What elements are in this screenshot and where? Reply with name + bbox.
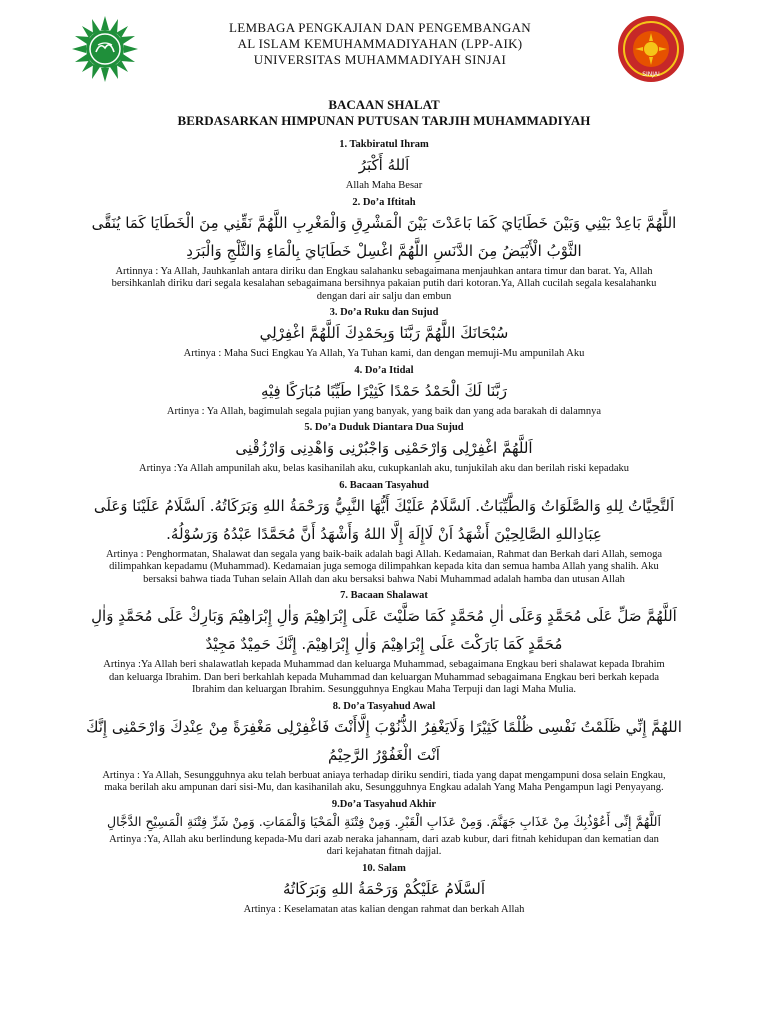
arabic-text: سُبْحَانَكَ اللَّهُمَّ رَبَّنَا وَبِحَمْدِكَ اَللَّهُمَّ اغْفِرْلِي <box>259 324 509 342</box>
arabic-text: اَللهُ أَكْبَرُ <box>358 156 410 174</box>
seal-text: SINJAI <box>642 71 660 78</box>
arabic-text: رَبَّنَا لَكَ الْحَمْدُ حَمْدًا كَثِيْرًا طَيِّبًا مُبَارَكًا فِيْهِ <box>260 381 508 400</box>
prayer-content <box>86 135 682 916</box>
institution-line-3: UNIVERSITAS MUHAMMADIYAH SINJAI <box>253 52 507 67</box>
section-heading: 5. Do’a Duduk Diantara Dua Sujud <box>304 422 464 433</box>
institution-name <box>150 20 610 68</box>
arabic-text: اللهُمَّ إِنِّي ظَلَمْتُ نَفْسِى ظُلْمًا كَثِيْرًا وَلَايَغْفِرُ الذُّنُوْبَ إِلَّاأَنْتَ فَاغْفِرْلِى مَغْفِرَةً مِنْ عِنْدِكَ وَارْحَمْنِى إِنَّكَ اَنْتَ الْغَفُوْرُ الرَّحِيْمُ <box>86 717 682 764</box>
translation-text: Artinya :Ya Allah beri shalawatlah kepada Muhammad dan keluarga Muhammad, sebagaimana Engkau beri shalawat kepada Ibrahim dan keluarga Ibrahim. Dan beri berkahlah kepada Muhammad dan keluargan Muhammad sebagaimana Engkau beri berkah kepada Ibrahim dan keluargan Ibrahim. Sesungguhnya Engkau Maha Terpuji dan lagi Maha Mulia. <box>103 659 665 695</box>
section-salam <box>100 862 668 917</box>
section-heading: 9.Do’a Tasyahud Akhir <box>331 798 437 810</box>
arabic-text: اَللَّهُمَّ اغْفِرْلِى وَارْحَمْنِى وَاجْبُرْنِى وَاهْدِنِى وَارْزُقْنِى <box>235 439 533 457</box>
arabic-text: اَلتَّحِيَّاتُ لِلهِ وَالصَّلَوَاتُ وَالطَّيِّبَاتُ. اَلسَّلَامُ عَلَيْكَ أَيُّهَا النَّبِيُّ وَرَحْمَةُ اللهِ وَبَرَكَاتُهُ. اَلسَّلَامُ عَلَيْنَا وَعَلَى عِبَادِاللهِ الصَّالِحِيْنَ أَشْهَدُ اَنْ لَاإِلَهَ إِلَّا اللهُ وَأَشْهَدُ أَنَّ مُحَمَّدًا عَبْدُهُ وَرَسُوْلُهُ. <box>93 496 675 543</box>
section-heading: 8. Do’a Tasyahud Awal <box>332 700 436 712</box>
section-heading: 3. Do’a Ruku dan Sujud <box>329 307 439 318</box>
section-tasyahud-akhir <box>100 798 668 859</box>
arabic-text: اللَّهُمَّ بَاعِدْ بَيْنِي وَبَيْنَ خَطَايَايَ كَمَا بَاعَدْتَ بَيْنَ الْمَشْرِقِ وَالْمَغْرِبِ اللَّهُمَّ نَقِّنِي مِنَ الْخَطَايَا كَمَا يُنَقَّى الثَّوْبُ الْأَبْيَضُ مِنَ الدَّنَسِ اللَّهُمَّ اغْسِلْ خَطَايَايَ بِالْمَاءِ وَالثَّلْجِ وَالْبَرَدِ <box>91 213 677 260</box>
page-subtitle: BERDASARKAN HIMPUNAN PUTUSAN TARJIH MUHAMMADIYAH <box>177 113 591 128</box>
section-heading: 10. Salam <box>362 862 406 874</box>
section-tasyahud-awal <box>86 700 682 795</box>
translation-text: Artinya : Keselamatan atas kalian dengan rahmat dan berkah Allah <box>243 903 525 915</box>
section-doa-ruku-sujud <box>100 306 668 361</box>
section-heading: 6. Bacaan Tasyahud <box>339 479 429 491</box>
translation-text: Artinya :Ya, Allah aku berlindung kepada-Mu dari azab neraka jahannam, dari azab kubur, dari fitnah kehidupan dan kematian dan dari kejahatan fitnah dajjal. <box>109 833 659 857</box>
arabic-text: اَلسَّلَامُ عَلَيْكُمْ وَرَحْمَةُ اللهِ وَبَرَكَاتُهُ <box>283 879 485 898</box>
section-tasyahud <box>93 479 675 587</box>
section-heading: 2. Do’a Iftitah <box>352 196 416 208</box>
section-shalawat <box>91 589 677 697</box>
muhammadiyah-logo-icon <box>70 14 140 84</box>
translation-text: Artinya :Ya Allah ampunilah aku, belas kasihanilah aku, cukupkanlah aku, tunjukilah aku dan berilah riski kepadaku <box>139 463 629 474</box>
section-heading: 4. Do’a Itidal <box>354 364 414 376</box>
translation-text: Artinya : Ya Allah, bagimulah segala pujian yang banyak, yang baik dan yang ada barakah di dalamnya <box>166 405 602 417</box>
translation-text: Artinya : Penghormatan, Shalawat dan segala yang baik-baik adalah bagi Allah. Kedamaian, Rahmat dan Berkah dari Allah, semoga dilimpahkan kepadamu (Muhammad). Kedamaian juga semoga dilimpahkan kepada kita dan semua hamba Allah yang shalih. Aku bersaksi bahwa tiada Tuhan selain Allah dan aku bersaksi bahwa Nabi Muhammad adalah hamba dan utusan Allah <box>105 548 663 585</box>
translation-text: Allah Maha Besar <box>345 180 423 191</box>
section-doa-itidal <box>100 364 668 419</box>
arabic-text: اَللَّهُمَّ إِنِّى أَعُوْذُبِكَ مِنْ عَذَابِ جَهَنَّمَ. وَمِنْ عَذَابِ الْقَبْرِ. وَمِنْ فِتْنَةِ الْمَحْيَا وَالْمَمَاتِ. وَمِنْ شَرِّ فِتْنَةِ الْمَسِيْحِ الدَّجَّالِ <box>107 813 661 829</box>
arabic-text: اَللَّهُمَّ صَلِّ عَلَى مُحَمَّدٍ وَعَلَى اٰلِ مُحَمَّدٍ كَمَا صَلَّيْتَ عَلَى إِبْرَاهِيْمَ وَاٰلِ إِبْرَاهِيْمَ وَبَارِكْ عَلَى مُحَمَّدٍ وَاٰلِ مُحَمَّدٍ كَمَا بَارَكْتَ عَلَى إِبْرَاهِيْمَ وَاٰلِ إِبْرَاهِيْمَ. إِنَّكَ حَمِيْدٌ مَجِيْدٌ <box>91 607 677 653</box>
page-title: BACAAN SHALAT <box>328 97 440 112</box>
institution-line-2: AL ISLAM KEMUHAMMADIYAHAN (LPP-AIK) <box>237 36 523 51</box>
institution-line-1: LEMBAGA PENGKAJIAN DAN PENGEMBANGAN <box>229 20 531 35</box>
section-takbiratul-ihram <box>100 138 668 193</box>
document-header <box>0 14 768 94</box>
section-doa-iftitah <box>91 196 677 304</box>
section-heading: 1. Takbiratul Ihram <box>339 139 429 150</box>
translation-text: Artinya : Maha Suci Engkau Ya Allah, Ya Tuhan kami, dan dengan memuji-Mu ampunilah Aku <box>183 348 585 359</box>
document-titles <box>0 97 768 129</box>
section-doa-duduk <box>100 421 668 476</box>
translation-text: Artinnya : Ya Allah, Jauhkanlah antara diriku dan Engkau salahanku sebagaimana menjauhkan antara timur dan barat. Ya, Allah bersihkanlah diriku dari segala kesalahan sebagaimana bersihnya pakaian putih dari kotoran.Ya, Allah cucilah segala kesalahanku dengan dari air salju dan embun <box>111 265 657 302</box>
university-seal-icon <box>616 14 686 84</box>
translation-text: Artinya : Ya Allah, Sesungguhnya aku telah berbuat aniaya terhadap diriku sendiri, tiada yang dapat mengampuni dosa selain Engkau, maka berilah aku ampunan dari sisi-Mu, dan kasihanilah aku, Sesungguhnya Engkau adalah Yang Maha Pengampun lagi Penyayang. <box>102 769 666 793</box>
section-heading: 7. Bacaan Shalawat <box>340 590 428 601</box>
